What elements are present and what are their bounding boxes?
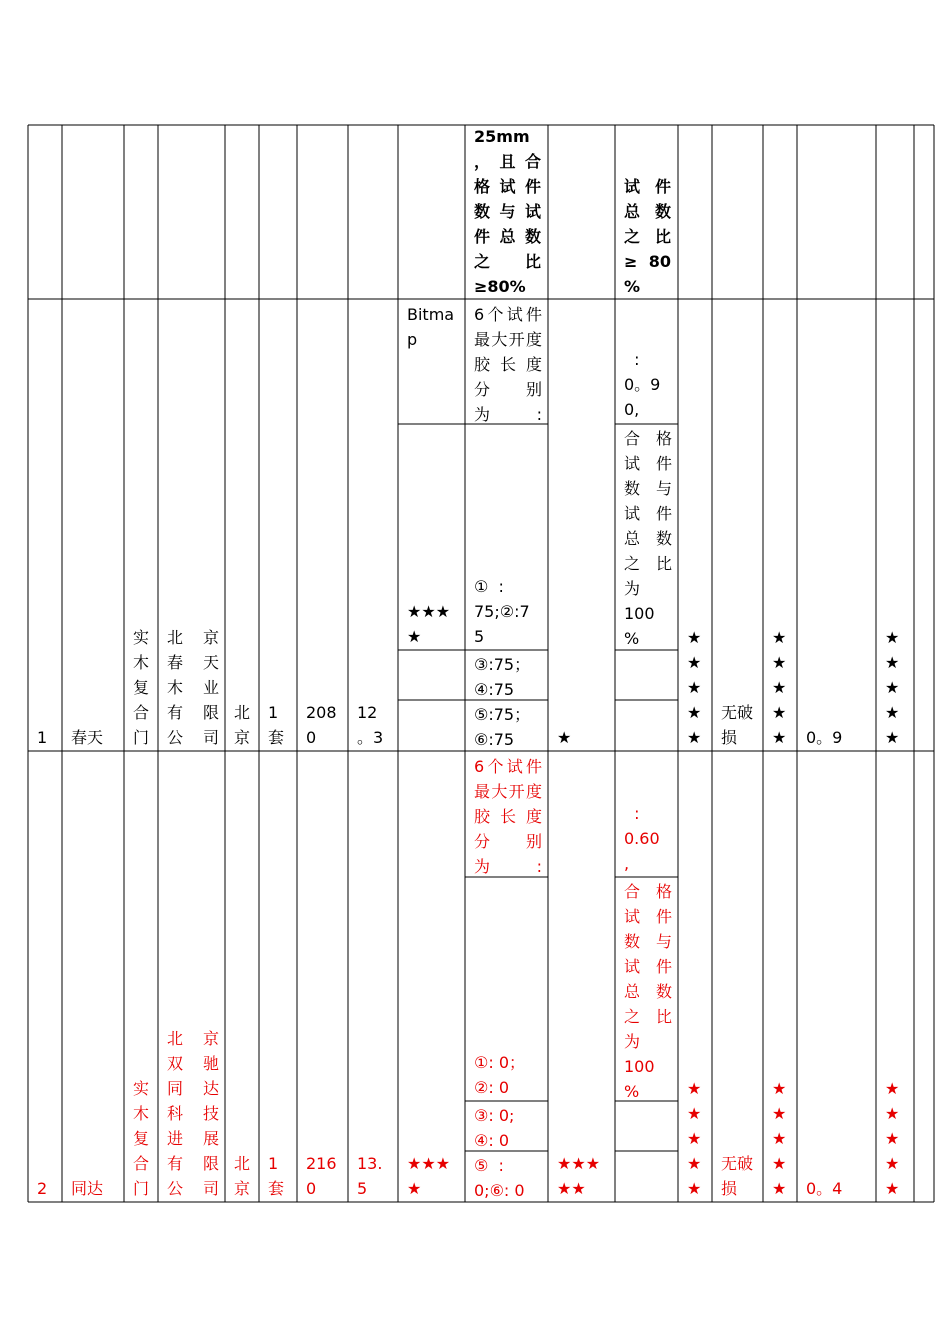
ratio-value: : 0。9 0, <box>624 350 661 419</box>
rating-stars: ★ ★ ★ ★ ★ <box>687 1079 702 1198</box>
ratio-description: 合 格 试 件 数 与 试 件 总 数 之 比 为 100 % <box>624 429 672 648</box>
rating-stars: ★ ★ ★ ★ ★ <box>772 628 787 747</box>
company-name: 北 京 双 驰 同 达 科 技 进 展 有 限 公司 <box>167 1029 219 1198</box>
quantity: 1 套 <box>268 703 285 747</box>
row-number: 2 <box>37 1179 48 1198</box>
quantity: 1 套 <box>268 1154 285 1198</box>
ratio-value: : 0.60 , <box>624 804 660 873</box>
rating-stars: ★★★ ★ <box>407 602 451 646</box>
row-number: 1 <box>37 728 48 747</box>
place: 北 京 <box>234 703 251 747</box>
rating-stars: ★ ★ ★ ★ ★ <box>885 1079 900 1198</box>
company-name: 北 京 春 天 木 业 有 限 公司 <box>167 628 219 747</box>
value-b: 13. 5 <box>357 1154 383 1198</box>
short-name: 同达 <box>71 1179 104 1198</box>
damage-status: 无破 损 <box>721 1154 754 1198</box>
product-type: 实 木 复 合 门 <box>133 1079 150 1198</box>
rating-stars: ★★★ ★ <box>407 1154 451 1198</box>
test-result-1: ①: 0； ②: 0 <box>474 1053 526 1097</box>
test-description: 6个试件 最大开度 胶长度 分 别 为: <box>474 757 542 876</box>
product-type: 实 木 复 合 门 <box>133 628 150 747</box>
short-name: 春天 <box>71 728 104 747</box>
value-a: 208 0 <box>306 703 337 747</box>
bitmap-placeholder: Bitma p <box>407 305 455 349</box>
value-b: 12 。3 <box>357 703 384 747</box>
test-description: 6个试件 最大开度 胶长度 分 别 为: <box>474 305 542 422</box>
ratio-description: 合 格 试 件 数 与 试 件 总 数 之 比 为 100 % <box>624 882 672 1100</box>
test-result-3: ⑤:75； ⑥:75 <box>474 705 531 749</box>
value-c: 0。9 <box>806 728 843 747</box>
rating-stars: ★ ★ ★ ★ ★ <box>772 1079 787 1198</box>
rating-stars: ★ <box>557 728 572 747</box>
place: 北 京 <box>234 1154 251 1198</box>
rating-stars: ★ ★ ★ ★ ★ <box>687 628 702 747</box>
test-result-2: ③: 0; ④: 0 <box>474 1106 515 1150</box>
test-result-2: ③:75； ④:75 <box>474 655 531 699</box>
header-qualified-ratio-fragment: 25mm ，且合 格试件 数与试 件总数 之 比 ≥80% <box>474 127 541 296</box>
test-result-3: ⑤ : 0;⑥: 0 <box>474 1156 525 1200</box>
header-total-ratio-fragment: 试 件 总 数 之 比 ≥ 80 % <box>624 177 671 296</box>
test-result-1: ① : 75;②:7 5 <box>474 577 530 646</box>
value-a: 216 0 <box>306 1154 337 1198</box>
value-c: 0。4 <box>806 1179 843 1198</box>
rating-stars: ★★★ ★★ <box>557 1154 601 1198</box>
rating-stars: ★ ★ ★ ★ ★ <box>885 628 900 747</box>
damage-status: 无破 损 <box>721 703 754 747</box>
